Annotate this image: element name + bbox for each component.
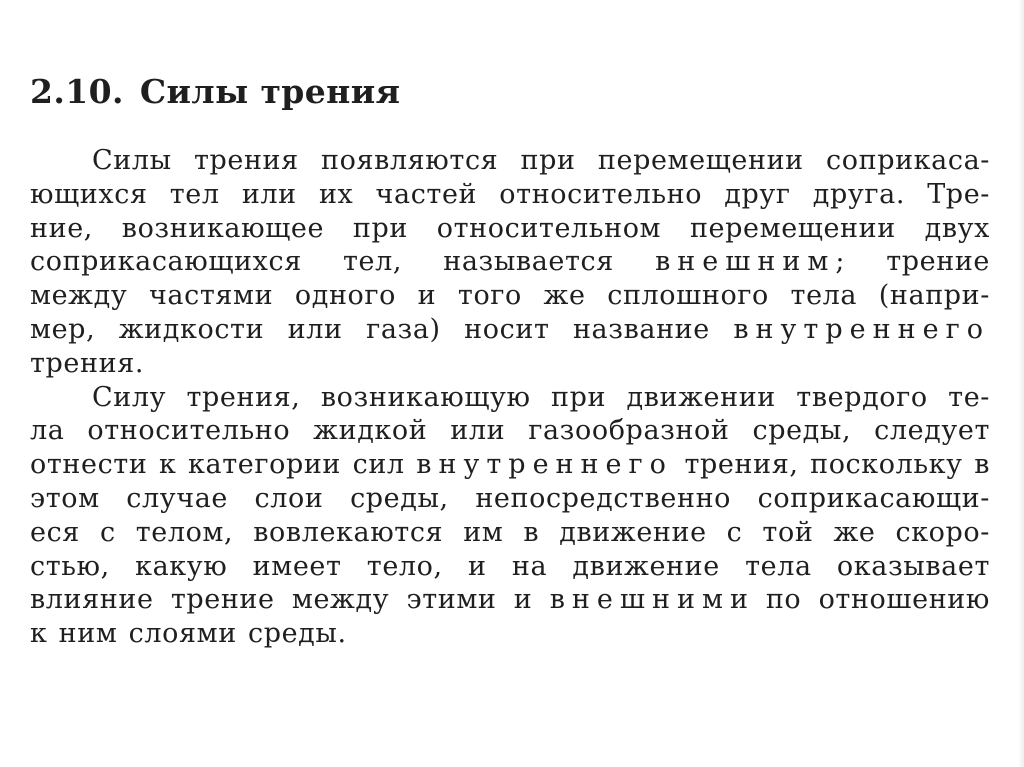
paragraph-1 [30, 144, 990, 381]
text-line: соприкасающихся тел, называется внешним; трение [30, 246, 990, 278]
text-line: ющихся тел или их частей относительно друг друга. Тре- [30, 178, 990, 210]
emphasized-term: внутреннего [416, 449, 673, 481]
text-line: ние, возникающее при относительном перемещении двух [30, 212, 990, 244]
text-line: стью, какую имеет тело, и на движение тела оказывает [30, 550, 990, 582]
document-page [30, 72, 990, 651]
text-line: Силы трения появляются при перемещении соприкаса- [92, 145, 990, 176]
text-line: еся с телом, вовлекаются им в движение с той же скоро- [30, 516, 990, 548]
text-line: ла относительно жидкой или газообразной среды, следует [30, 415, 990, 447]
body-text [30, 144, 990, 651]
text-line: мер, жидкости или газа) носит название внутреннего [30, 313, 990, 345]
text-line: к ним слоями среды. [30, 618, 347, 650]
text-line: Силу трения, возникающую при движении твердого те- [92, 381, 990, 413]
emphasized-term: внешним [655, 246, 836, 278]
page-edge-shadow [1018, 0, 1024, 767]
text-line: отнести к категории сил внутреннего трения, поскольку в [30, 449, 990, 481]
section-number: 2.10. [30, 72, 124, 111]
text-line: между частями одного и того же сплошного тела (напри- [30, 280, 990, 312]
emphasized-term: внешним [549, 584, 730, 616]
section-heading [30, 72, 990, 112]
text-line: трения. [30, 347, 145, 379]
text-line: влияние трение между этими и внешними по отношению [30, 584, 990, 616]
section-title: Силы трения [139, 72, 401, 111]
paragraph-2 [30, 381, 990, 651]
text-line: этом случае слои среды, непосредственно соприкасающи- [30, 482, 990, 514]
emphasized-term: внутреннего [733, 313, 990, 345]
